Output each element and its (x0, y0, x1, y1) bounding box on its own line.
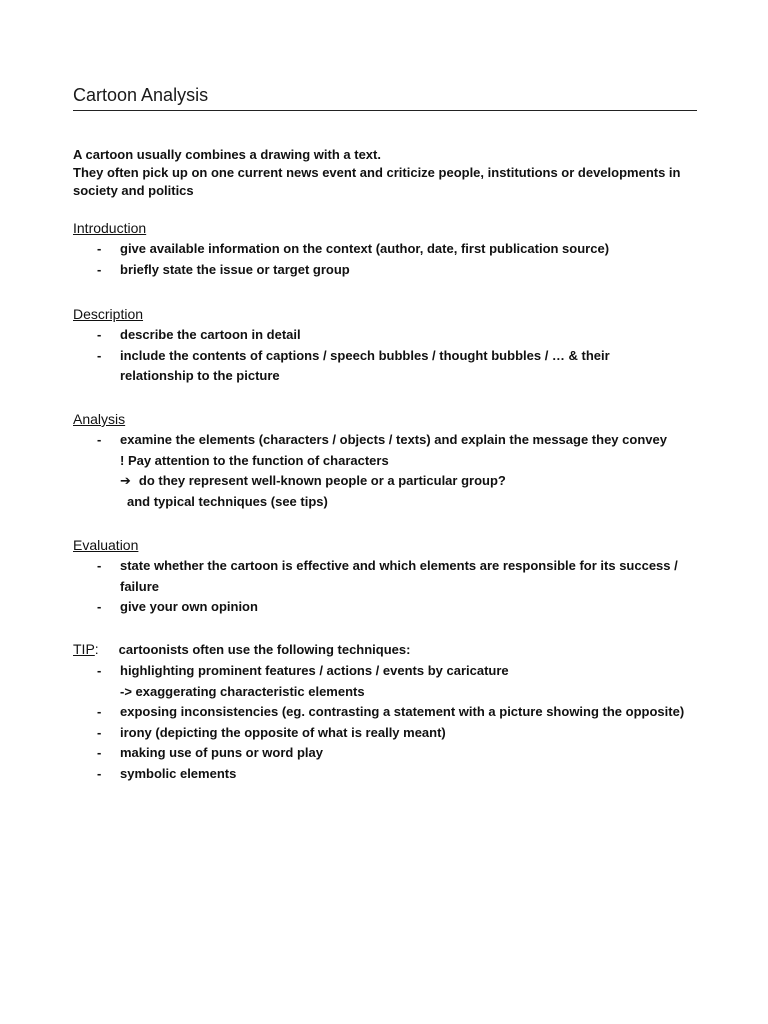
arrow-right-icon: ➔ (120, 473, 131, 488)
arrow-line-text: do they represent well-known people or a particular group? (138, 473, 506, 488)
dash-marker: - (97, 704, 102, 719)
section-heading: Analysis (73, 411, 126, 427)
dash-marker: - (97, 558, 102, 573)
page-title: Cartoon Analysis (73, 85, 209, 105)
list-item-text: ! Pay attention to the function of characters (120, 452, 389, 468)
list-item-text: exposing inconsistencies (eg. contrasting a statement with a picture showing the opposite) (120, 704, 685, 719)
bullet-list (73, 325, 697, 387)
list-item (73, 723, 697, 744)
bullet-list (73, 556, 697, 618)
tip-label: TIP (73, 641, 95, 657)
list-item-text: making use of puns or word play (120, 745, 323, 760)
arrow-line (73, 471, 697, 492)
section-analysis (73, 410, 697, 512)
list-item (73, 597, 697, 618)
intro-line: A cartoon usually combines a drawing with a text. (73, 147, 381, 162)
tip-intro-text: cartoonists often use the following techniques: (118, 642, 411, 657)
list-item (73, 743, 697, 764)
intro-line: society and politics (73, 183, 194, 198)
list-item (73, 702, 697, 723)
tip-colon: : (94, 641, 99, 657)
dash-marker: - (97, 327, 102, 342)
dash-marker: - (97, 765, 102, 781)
list-item (73, 346, 697, 387)
section-heading: Description (73, 306, 144, 322)
section-evaluation (73, 536, 697, 618)
list-item-text: irony (depicting the opposite of what is really meant) (120, 724, 446, 740)
bullet-list (73, 430, 697, 471)
section-tip (73, 641, 697, 784)
tip-heading-row (73, 641, 697, 661)
section-description (73, 305, 697, 387)
list-item-text: state whether the cartoon is effective and which elements are responsible for its success / (120, 558, 678, 573)
list-item-text: symbolic elements (120, 765, 237, 781)
dash-marker: - (97, 432, 102, 447)
title-block (73, 83, 697, 111)
dash-marker: - (97, 241, 102, 256)
list-item (73, 661, 697, 702)
list-item (73, 260, 697, 281)
list-item-text: include the contents of captions / speech bubbles / thought bubbles / … & their (120, 347, 610, 363)
list-item (73, 764, 697, 785)
list-item (73, 556, 697, 597)
bullet-list (73, 661, 697, 784)
continuation-line: and typical techniques (see tips) (127, 493, 328, 509)
list-item-text: examine the elements (characters / objects / texts) and explain the message they convey (120, 432, 667, 447)
list-item-text: give your own opinion (120, 599, 258, 614)
dash-marker: - (97, 724, 102, 740)
list-item (73, 325, 697, 346)
list-item-text: failure (120, 578, 160, 594)
list-item-text: describe the cartoon in detail (120, 327, 301, 342)
intro-paragraph (73, 146, 697, 200)
section-introduction (73, 219, 697, 280)
dash-marker: - (97, 599, 102, 614)
dash-marker: - (97, 261, 102, 277)
list-item-text: give available information on the context (author, date, first publication source) (120, 241, 610, 256)
list-item-text: briefly state the issue or target group (120, 261, 350, 277)
dash-marker: - (97, 745, 102, 760)
list-item-text: highlighting prominent features / actions / events by caricature (120, 663, 509, 678)
list-item (73, 430, 697, 471)
dash-marker: - (97, 347, 102, 363)
bullet-list (73, 239, 697, 280)
section-heading: Evaluation (73, 537, 139, 553)
intro-line: They often pick up on one current news event and criticize people, institutions or developments in (73, 165, 681, 180)
list-item-text: -> exaggerating characteristic elements (120, 683, 365, 699)
section-heading: Introduction (73, 220, 147, 236)
dash-marker: - (97, 663, 102, 678)
list-item-text: relationship to the picture (120, 368, 280, 383)
list-item (73, 239, 697, 260)
